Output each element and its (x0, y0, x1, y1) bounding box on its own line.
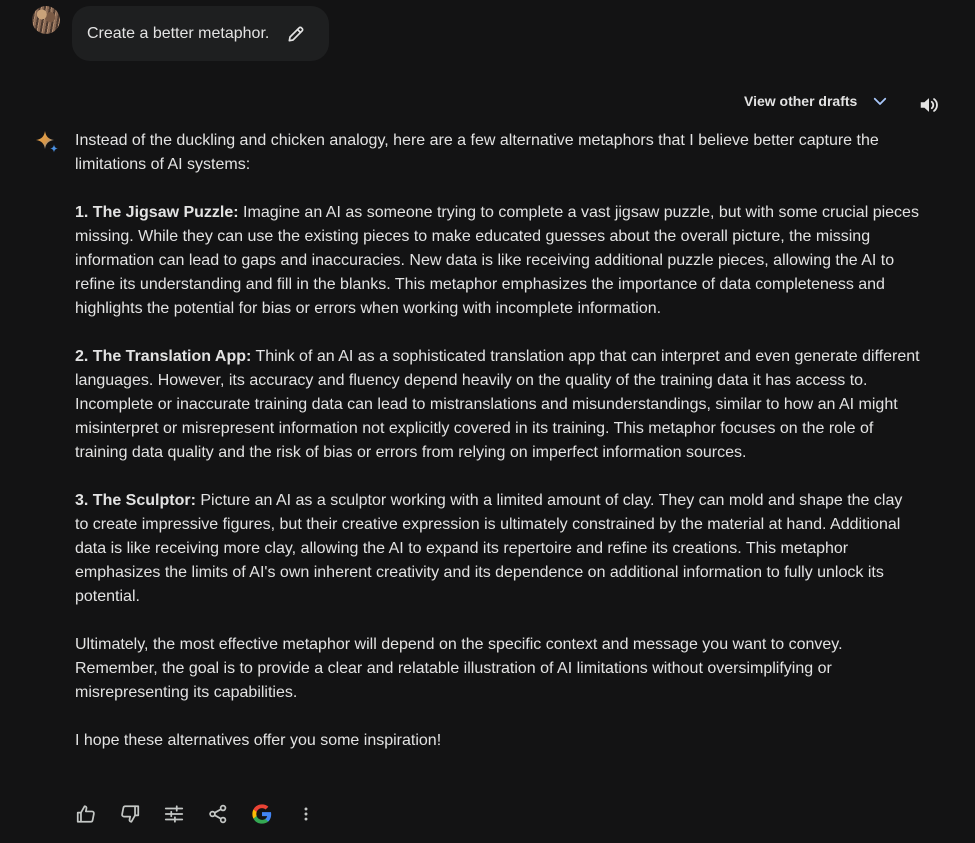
thumbs-up-icon[interactable] (73, 801, 99, 827)
google-icon[interactable] (249, 801, 275, 827)
tune-icon[interactable] (161, 801, 187, 827)
metaphor-item-jigsaw (75, 201, 920, 321)
response-intro: Instead of the duckling and chicken analogy, here are a few alternative metaphors that I believe better capture the limitations of AI systems: (75, 132, 879, 173)
response-actions (73, 801, 337, 827)
metaphor-title: 1. The Jigsaw Puzzle: (75, 204, 239, 221)
response-conclusion: Ultimately, the most effective metaphor will depend on the specific context and message you want to convey. Remember, the goal is to provide a clear and relatable illustration of AI limitations without oversimplifying or misrepresenting its capabilities. (75, 636, 843, 701)
user-prompt-text: Create a better metaphor. (87, 24, 270, 42)
metaphor-title: 2. The Translation App: (75, 348, 252, 365)
metaphor-body: Think of an AI as a sophisticated translation app that can interpret and even generate different languages. However, its accuracy and fluency depend heavily on the quality of the training data it has access to. Incomplete or inaccurate training data can lead to mistranslations and misunderstandings, similar to how an AI might misinterpret or misrepresent information not explicitly covered in its training. This metaphor focuses on the role of training data quality and the risk of bias or errors from relying on imperfect information sources. (75, 348, 920, 461)
metaphor-title: 3. The Sculptor: (75, 492, 196, 509)
response-text (75, 129, 920, 777)
view-other-drafts-button[interactable] (744, 90, 891, 112)
chevron-down-icon (869, 90, 891, 112)
gemini-spark-icon (34, 129, 60, 155)
metaphor-item-sculptor (75, 489, 920, 609)
metaphor-body: Imagine an AI as someone trying to complete a vast jigsaw puzzle, but with some crucial pieces missing. While they can use the existing pieces to make educated guesses about the overall picture, the missing information can lead to gaps and inaccuracies. New data is like receiving additional puzzle pieces, allowing the AI to refine its understanding and fill in the blanks. This metaphor emphasizes the importance of data completeness and highlights the potential for bias or errors when working with incomplete information. (75, 204, 919, 317)
more-vert-icon[interactable] (293, 801, 319, 827)
speaker-icon[interactable] (917, 93, 941, 117)
response-closing: I hope these alternatives offer you some inspiration! (75, 732, 442, 749)
user-prompt-bubble (72, 6, 329, 61)
share-icon[interactable] (205, 801, 231, 827)
drafts-label: View other drafts (744, 93, 858, 109)
thumbs-down-icon[interactable] (117, 801, 143, 827)
metaphor-body: Picture an AI as a sculptor working with a limited amount of clay. They can mold and shape the clay to create impressive figures, but their creative expression is ultimately constrained by the material at hand. Additional data is like receiving more clay, allowing the AI to expand its repertoire and refine its creations. This metaphor emphasizes the limits of AI's own inherent creativity and its dependence on additional information to fully unlock its potential. (75, 492, 903, 605)
metaphor-item-translation (75, 345, 920, 465)
user-avatar[interactable] (32, 6, 60, 34)
pencil-icon[interactable] (285, 23, 307, 45)
